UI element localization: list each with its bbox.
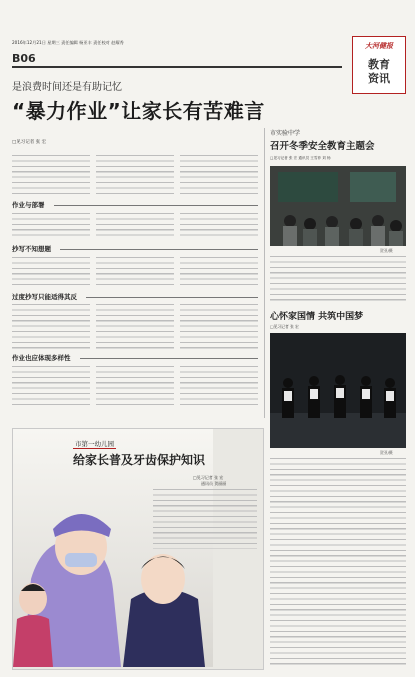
page-header [0, 0, 415, 85]
main-headline: “暴力作业”让家长有苦难言 [12, 99, 265, 123]
article-text-block [96, 155, 174, 195]
section-rule [54, 205, 258, 206]
column-name: 教育资讯 [368, 58, 390, 85]
header-meta: 2016年12月21日 星期三 责任编辑 杨亚丰 责任校对 赵耀秀 [12, 40, 124, 45]
second-title: 心怀家国情 共筑中国梦 [270, 312, 364, 322]
article-text-block [12, 213, 90, 240]
bottom-headline: 给家长普及牙齿保护知识 [73, 453, 206, 467]
section-rule [60, 249, 258, 250]
brand-logo [352, 36, 406, 94]
article-text-block [12, 304, 90, 349]
section-heading: 过度抄写只能适得其反 [12, 293, 77, 301]
bottom-tag-text: 市第一幼儿园 [75, 440, 114, 448]
main-kicker: 是浪费时间还是有助记忆 [12, 82, 122, 93]
article-text-block [180, 257, 258, 287]
second-byline: □见习记者 张 宏 [270, 324, 299, 329]
article-text-block [12, 366, 90, 408]
page-number: B06 [12, 52, 36, 65]
main-byline: □见习记者 张 宏 [12, 140, 47, 145]
article-text-block [270, 458, 406, 668]
bottom-article [12, 428, 264, 670]
right-title-main: 召开冬季安全教育主题会 [270, 141, 375, 152]
section-heading: 作业也应体现多样性 [12, 354, 71, 362]
header-rule [12, 66, 342, 68]
section-heading: 作业与部署 [12, 201, 45, 209]
right-title-small: 市实验中学 [270, 130, 301, 137]
article-text-block [180, 155, 258, 195]
article-text-block [96, 213, 174, 240]
performance-photo [270, 333, 406, 448]
section-rule [80, 358, 258, 359]
photo-caption: 贺亚/摄 [380, 248, 393, 253]
article-text-block [96, 366, 174, 408]
bottom-byline-2: 通讯员 贺丽丽 [201, 481, 227, 486]
classroom-photo [270, 166, 406, 246]
article-text-block [270, 256, 406, 304]
article-text-block [180, 366, 258, 408]
brand-name: 大河健报 [365, 41, 393, 50]
section-rule [86, 297, 258, 298]
section-heading: 抄写不知想题 [12, 245, 51, 253]
bottom-byline: □见习记者 张 宏 [193, 475, 224, 480]
column-divider [264, 128, 265, 418]
article-text-block [153, 489, 257, 549]
article-text-block [12, 155, 90, 195]
photo-caption: 贺亚/摄 [380, 450, 393, 455]
article-text-block [12, 257, 90, 287]
article-text-block [180, 304, 258, 349]
bottom-tag [73, 439, 116, 448]
article-text-block [180, 213, 258, 240]
article-text-block [96, 304, 174, 349]
right-column [270, 128, 410, 673]
right-byline: □见习记者 张 宏 通讯员 王雪菲 刘 杨 [270, 156, 331, 160]
article-text-block [96, 257, 174, 287]
